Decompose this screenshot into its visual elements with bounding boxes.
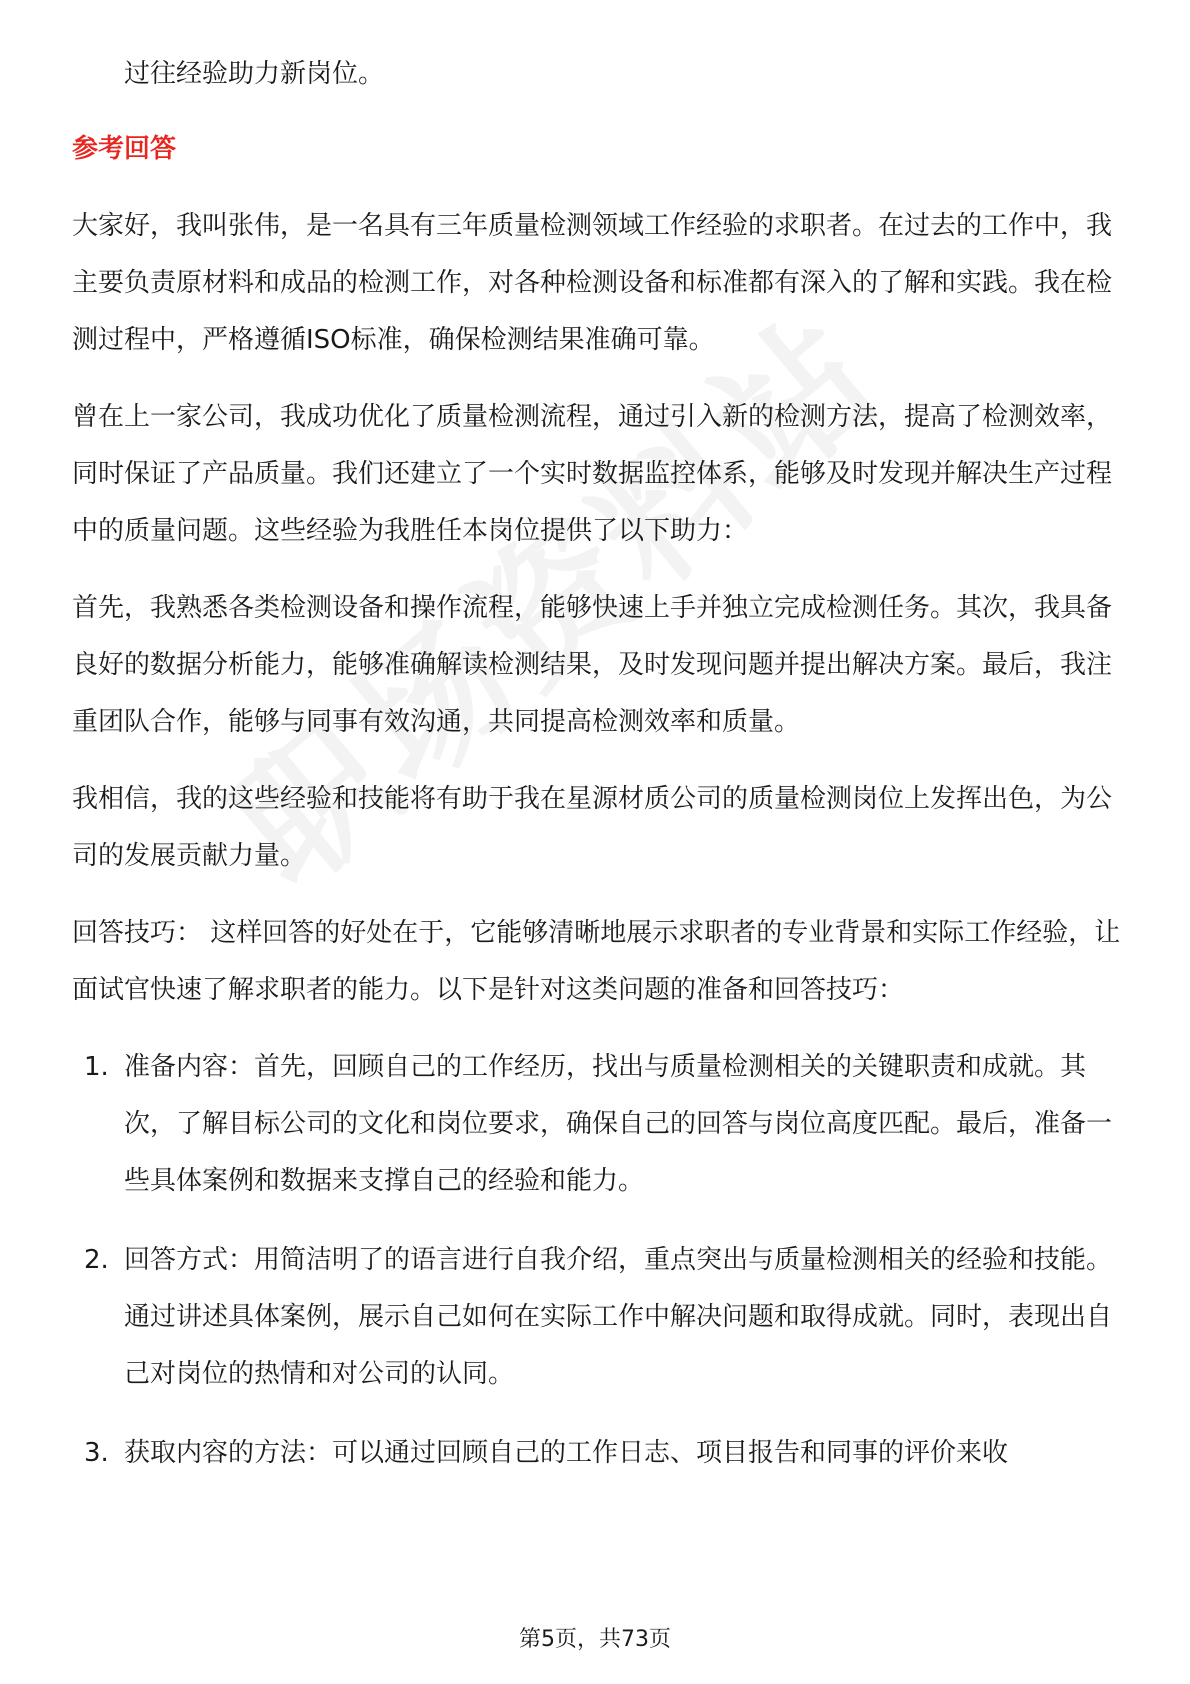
list-item-number: 2.	[84, 1245, 109, 1275]
paragraph-tips: 回答技巧： 这样回答的好处在于，它能够清晰地展示求职者的专业背景和实际工作经验，让面试官快速了解求职者的能力。以下是针对这类问题的准备和回答技巧：	[72, 918, 1121, 1005]
list-item-text: 回答方式：用简洁明了的语言进行自我介绍，重点突出与质量检测相关的经验和技能。通过讲述具体案例，展示自己如何在实际工作中解决问题和取得成就。同时，表现出自己对岗位的热情和对公司的认同。	[124, 1245, 1113, 1389]
list-item	[72, 1232, 1122, 1403]
tips-list	[72, 1039, 1122, 1482]
paragraph-conclusion: 我相信，我的这些经验和技能将有助于我在星源材质公司的质量检测岗位上发挥出色，为公司的发展贡献力量。	[72, 784, 1113, 871]
page-number-footer: 第5页，共73页	[519, 1627, 671, 1652]
list-item	[72, 1039, 1122, 1210]
list-item-text: 获取内容的方法：可以通过回顾自己的工作日志、项目报告和同事的评价来收	[124, 1438, 1009, 1468]
lead-text: 过往经验助力新岗位。	[124, 59, 385, 89]
paragraph-intro: 大家好，我叫张伟，是一名具有三年质量检测领域工作经验的求职者。在过去的工作中，我主要负责原材料和成品的检测工作，对各种检测设备和标准都有深入的了解和实践。我在检测过程中，严格遵循ISO标准，确保检测结果准确可靠。	[72, 211, 1113, 355]
list-item	[72, 1425, 1122, 1482]
list-item-number: 3.	[84, 1438, 109, 1468]
list-item-text: 准备内容：首先，回顾自己的工作经历，找出与质量检测相关的关键职责和成就。其次，了解目标公司的文化和岗位要求，确保自己的回答与岗位高度匹配。最后，准备一些具体案例和数据来支撑自己的经验和能力。	[124, 1052, 1113, 1196]
paragraph-experience: 曾在上一家公司，我成功优化了质量检测流程，通过引入新的检测方法，提高了检测效率，同时保证了产品质量。我们还建立了一个实时数据监控体系，能够及时发现并解决生产过程中的质量问题。这些经验为我胜任本岗位提供了以下助力：	[72, 402, 1113, 546]
document-body	[72, 46, 1122, 1504]
list-item-number: 1.	[84, 1052, 109, 1082]
section-heading: 参考回答	[72, 134, 177, 164]
paragraph-strengths: 首先，我熟悉各类检测设备和操作流程，能够快速上手并独立完成检测任务。其次，我具备良好的数据分析能力，能够准确解读检测结果，及时发现问题并提出解决方案。最后，我注重团队合作，能够与同事有效沟通，共同提高检测效率和质量。	[72, 593, 1113, 737]
